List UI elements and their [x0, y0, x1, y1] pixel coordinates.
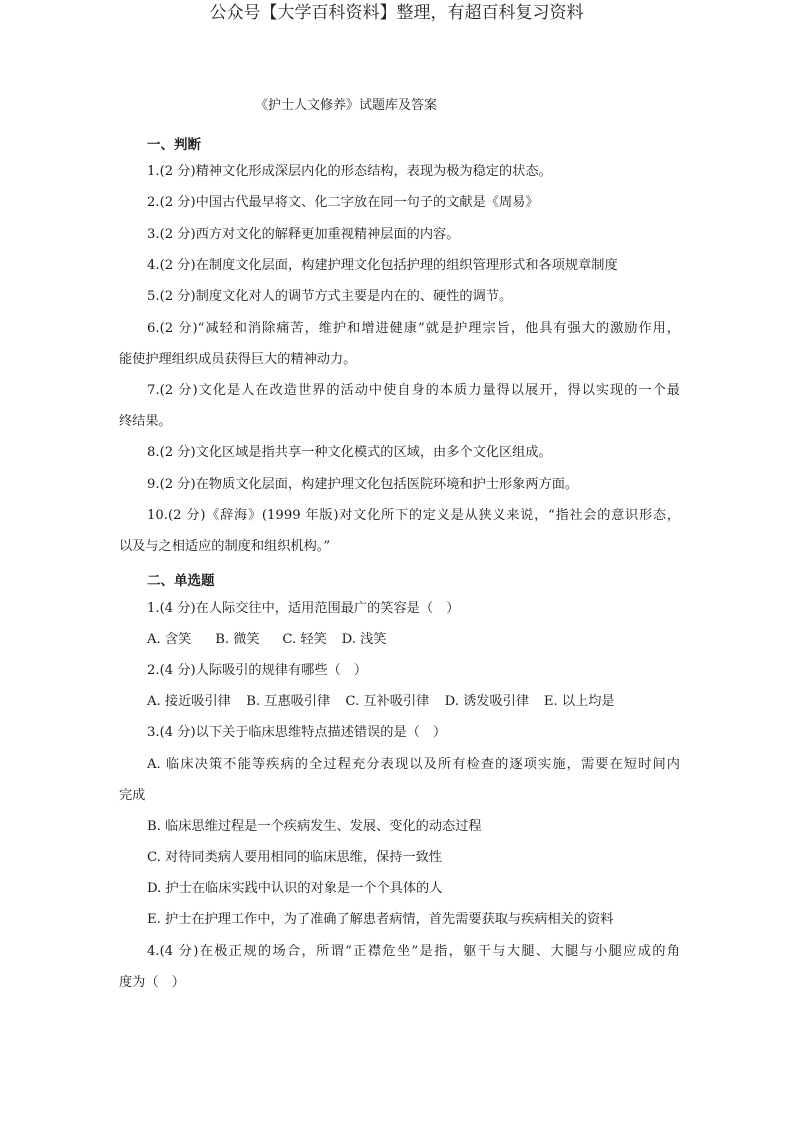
judgment-item: 8.(2 分)文化区域是指共享一种文化模式的区域，由多个文化区组成。 — [147, 445, 552, 460]
judgment-item: 2.(2 分)中国古代最早将文、化二字放在同一句子的文献是《周易》 — [147, 195, 539, 210]
judgment-item: 6.(2 分)“减轻和消除痛苦，维护和增进健康”就是护理宗旨，他具有强大的激励作用， — [147, 321, 680, 336]
question-4: 4.(4 分)在极正规的场合，所谓“正襟危坐”是指，躯干与大腿、大腿与小腿应成的角 — [147, 944, 680, 959]
option-b: B. 微笑 — [215, 632, 260, 647]
option-a-continued: 完成 — [119, 788, 146, 803]
option-a: A. 接近吸引律 — [147, 694, 231, 709]
option-c: C. 对待同类病人要用相同的临床思维，保持一致性 — [147, 850, 442, 865]
judgment-item-continued: 能使护理组织成员获得巨大的精神动力。 — [119, 352, 357, 367]
judgment-item: 5.(2 分)制度文化对人的调节方式主要是内在的、硬性的调节。 — [147, 289, 513, 304]
option-e: E. 护士在护理工作中，为了准确了解患者病情，首先需要获取与疾病相关的资料 — [147, 912, 614, 927]
question-1: 1.(4 分)在人际交往中，适用范围最广的笑容是（ ） — [147, 601, 460, 616]
section-heading-single-choice: 二、单选题 — [147, 573, 215, 589]
question-2-options — [147, 693, 615, 711]
judgment-item: 9.(2 分)在物质文化层面，构建护理文化包括医院环境和护士形象两方面。 — [147, 477, 579, 492]
option-c: C. 互补吸引律 — [345, 694, 430, 709]
judgment-item: 4.(2 分)在制度文化层面，构建护理文化包括护理的组织管理形式和各项规章制度 — [147, 258, 618, 273]
judgment-item: 1.(2 分)精神文化形成深层内化的形态结构，表现为极为稳定的状态。 — [147, 164, 552, 179]
question-3: 3.(4 分)以下关于临床思维特点描述错误的是（ ） — [147, 725, 447, 740]
judgment-item: 7.(2 分)文化是人在改造世界的活动中使自身的本质力量得以展开，得以实现的一个最 — [147, 383, 680, 398]
option-d: D. 浅笑 — [341, 632, 387, 647]
option-c: C. 轻笑 — [282, 632, 327, 647]
section-heading-judgment: 一、判断 — [147, 137, 201, 153]
judgment-item: 3.(2 分)西方对文化的解释更加重视精神层面的内容。 — [147, 227, 460, 242]
option-b: B. 互惠吸引律 — [246, 694, 331, 709]
option-a: A. 临床决策不能等疾病的全过程充分表现以及所有检查的逐项实施，需要在短时间内 — [147, 757, 680, 772]
option-d: D. 诱发吸引律 — [444, 694, 530, 709]
judgment-item-continued: 以及与之相适应的制度和组织机构。” — [119, 539, 331, 554]
question-2: 2.(4 分)人际吸引的规律有哪些（ ） — [147, 663, 368, 678]
question-4-continued: 度为（ ） — [119, 975, 185, 990]
question-1-options — [147, 631, 386, 649]
option-b: B. 临床思维过程是一个疾病发生、发展、变化的动态过程 — [147, 819, 482, 834]
option-a: A. 含笑 — [147, 632, 192, 647]
document-title: 《护士人文修养》试题库及答案 — [255, 98, 438, 113]
judgment-item: 10.(2 分)《辞海》(1999 年版)对文化所下的定义是从狭义来说，“指社会的意识形态， — [147, 508, 680, 523]
page-header-watermark: 公众号【大学百科资料】整理，有超百科复习资料 — [209, 3, 584, 23]
option-e: E. 以上均是 — [543, 694, 615, 709]
option-d: D. 护士在临床实践中认识的对象是一个个具体的人 — [147, 881, 443, 896]
judgment-item-continued: 终结果。 — [119, 414, 172, 429]
